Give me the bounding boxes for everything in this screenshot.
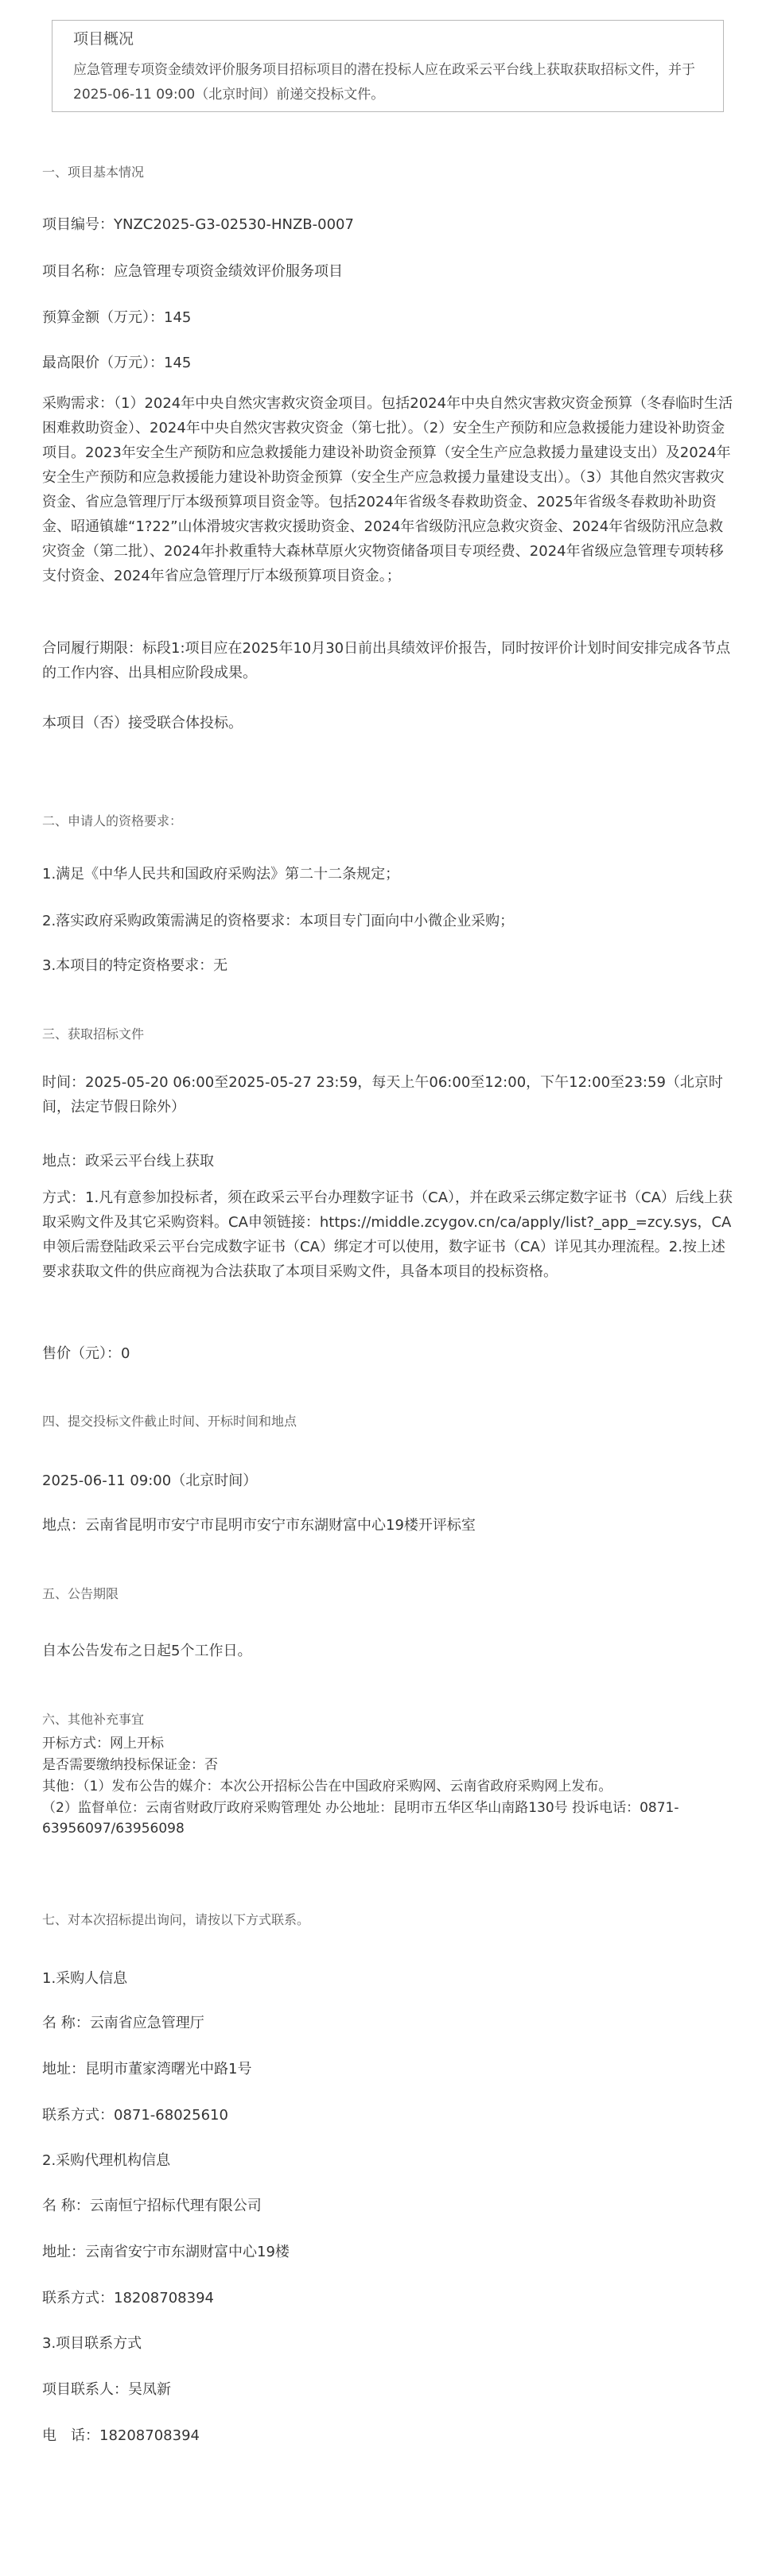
bid-opening-place: 地点：云南省昆明市安宁市昆明市安宁市东湖财富中心19楼开评标室 xyxy=(42,1517,476,1534)
section-5-heading: 五、公告期限 xyxy=(42,1586,119,1601)
buyer-phone: 联系方式：0871-68025610 xyxy=(42,2107,228,2124)
acquire-time: 时间：2025-05-20 06:00至2025-05-27 23:59，每天上午06:00至12:00，下午12:00至23:59（北京时间，法定节假日除外） xyxy=(42,1074,723,1115)
max-price: 最高限价（万元）：145 xyxy=(42,355,192,371)
requirement-1: 1.满足《中华人民共和国政府采购法》第二十二条规定； xyxy=(42,866,400,883)
document-price: 售价（元）：0 xyxy=(42,1345,130,1362)
bid-bond-required: 是否需要缴纳投标保证金：否 xyxy=(42,1757,218,1773)
supervision-unit: （2）监督单位：云南省财政厅政府采购管理处 办公地址：昆明市五华区华山南路130号 投诉电话：0871-63956097/63956098 xyxy=(42,1800,679,1837)
agency-phone: 联系方式：18208708394 xyxy=(42,2290,214,2306)
agency-info-title: 2.采购代理机构信息 xyxy=(42,2152,171,2169)
acquire-method: 方式：1.凡有意参加投标者，须在政采云平台办理数字证书（CA），并在政采云绑定数字证书（CA）后线上获取采购文件及其它采购资料。CA申领链接：https://middle.zcygov.cn/ca/apply/list?_app_=zcy.sys，CA申领后需登陆政采云平台完成数字证书（CA）绑定才可以使用，数字证书（CA）详见其办理流程。2.按上述要求获取文件的供应商视为合法获取了本项目采购文件，具备本项目的投标资格。 xyxy=(42,1189,733,1280)
contract-period: 合同履行期限：标段1:项目应在2025年10月30日前出具绩效评价报告，同时按评价计划时间安排完成各节点的工作内容、出具相应阶段成果。 xyxy=(42,640,731,681)
section-7-heading: 七、对本次招标提出询问，请按以下方式联系。 xyxy=(42,1912,310,1927)
buyer-info-title: 1.采购人信息 xyxy=(42,1970,128,1987)
section-4-heading: 四、提交投标文件截止时间、开标时间和地点 xyxy=(42,1414,297,1429)
section-6-heading: 六、其他补充事宜 xyxy=(42,1712,145,1727)
acquire-place: 地点：政采云平台线上获取 xyxy=(42,1153,214,1170)
notice-period: 自本公告发布之日起5个工作日。 xyxy=(42,1643,252,1659)
overview-text: 应急管理专项资金绩效评价服务项目招标项目的潜在投标人应在政采云平台线上获取获取招标文件，并于2025-06-11 09:00（北京时间）前递交投标文件。 xyxy=(73,62,695,103)
procurement-demand: 采购需求：（1）2024年中央自然灾害救灾资金项目。包括2024年中央自然灾害救灾资金预算（冬春临时生活困难救助资金）、2024年中央自然灾害救灾资金（第七批）。（2）安全生产预防和应急救援能力建设补助资金项目。2023年安全生产预防和应急救援能力建设补助资金预算（安全生产应急救援力量建设支出）及2024年安全生产预防和应急救援能力建设补助资金预算（安全生产应急救援力量建设支出）。（3）其他自然灾害救灾资金、省应急管理厅厅本级预算项目资金等。包括2024年省级冬春救助资金、2025年省级冬春救助补助资金、昭通镇雄“1?22”山体滑坡灾害救灾援助资金、2024年省级防汛应急救灾资金、2024年省级防汛应急救灾资金（第二批）、2024年扑救重特大森林草原火灾物资储备项目专项经费、2024年省级应急管理专项转移支付资金、2024年省应急管理厅厅本级预算项目资金。； xyxy=(42,395,733,584)
requirement-3: 3.本项目的特定资格要求：无 xyxy=(42,957,228,974)
buyer-address: 地址：昆明市董家湾曙光中路1号 xyxy=(42,2061,252,2077)
section-2-heading: 二、申请人的资格要求： xyxy=(42,813,183,828)
contact-phone: 电 话：18208708394 xyxy=(42,2427,200,2444)
overview-title: 项目概况 xyxy=(73,30,134,48)
section-1-heading: 一、项目基本情况 xyxy=(42,165,145,180)
contact-person: 项目联系人：吴凤新 xyxy=(42,2381,171,2398)
agency-name: 名 称：云南恒宁招标代理有限公司 xyxy=(42,2198,262,2214)
agency-address: 地址：云南省安宁市东湖财富中心19楼 xyxy=(42,2244,290,2260)
section-3-heading: 三、获取招标文件 xyxy=(42,1026,145,1042)
bid-deadline: 2025-06-11 09:00（北京时间） xyxy=(42,1472,258,1489)
opening-method: 开标方式：网上开标 xyxy=(42,1736,164,1752)
project-overview-box xyxy=(52,20,724,112)
project-name: 项目名称：应急管理专项资金绩效评价服务项目 xyxy=(42,263,343,280)
other-media: 其他：（1）发布公告的媒介：本次公开招标公告在中国政府采购网、云南省政府采购网上发布。 xyxy=(42,1779,612,1794)
buyer-name: 名 称：云南省应急管理厅 xyxy=(42,2015,204,2031)
consortium-note: 本项目（否）接受联合体投标。 xyxy=(42,715,243,731)
requirement-2: 2.落实政府采购政策需满足的资格要求：本项目专门面向中小微企业采购； xyxy=(42,913,515,929)
budget-amount: 预算金额（万元）：145 xyxy=(42,309,192,326)
project-number: 项目编号：YNZC2025-G3-02530-HNZB-0007 xyxy=(42,216,354,233)
contact-info-title: 3.项目联系方式 xyxy=(42,2335,142,2352)
